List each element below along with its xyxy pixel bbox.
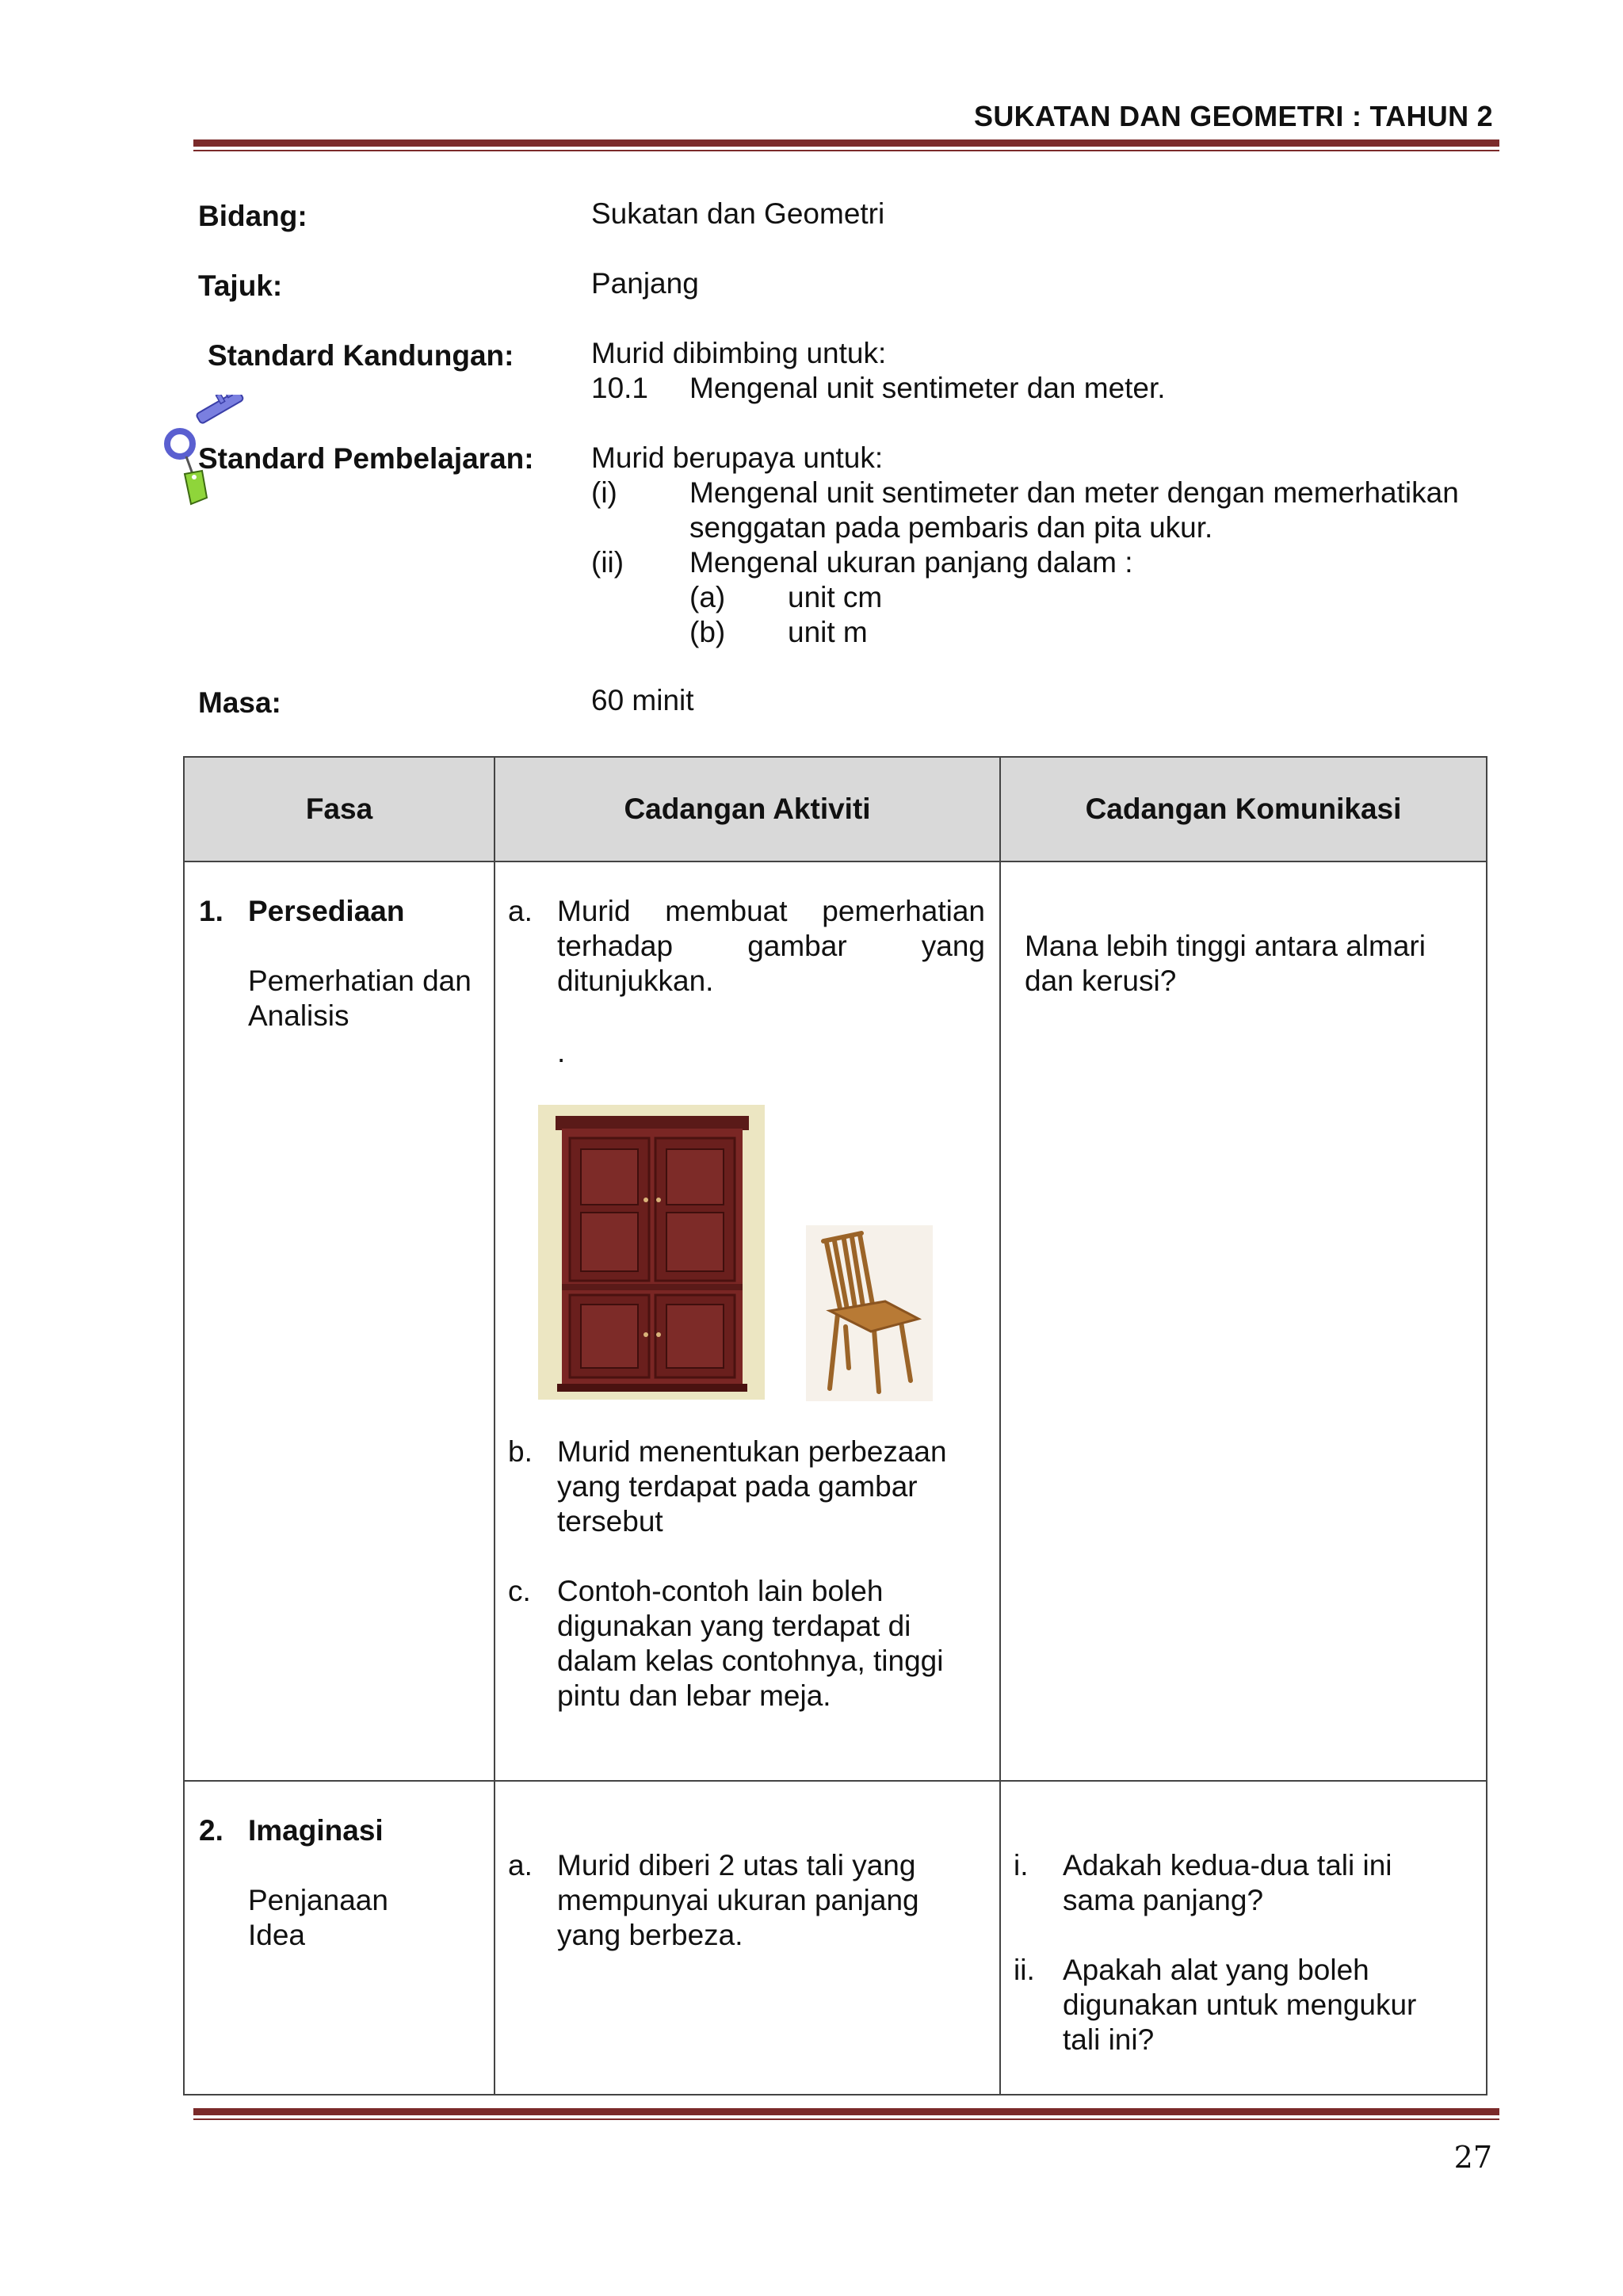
- header-fasa: Fasa: [184, 757, 495, 861]
- fasa-number: 1.: [199, 895, 223, 927]
- wardrobe-image: [538, 1105, 765, 1400]
- footer-rule: [193, 2108, 1499, 2115]
- sp-item-1-line2: senggatan pada pembaris dan pita ukur.: [689, 511, 1213, 544]
- activity-text: Murid menentukan perbezaan yang terdapat pada gambar tersebut: [557, 1435, 947, 1538]
- page-number: 27: [1453, 2140, 1492, 2175]
- tajuk-label: Tajuk:: [198, 269, 283, 302]
- activity-dot: .: [557, 1036, 566, 1068]
- standard-kandungan-label: Standard Kandungan:: [208, 339, 514, 372]
- header-aktiviti: Cadangan Aktiviti: [495, 757, 1000, 861]
- activity-mark: b.: [508, 1435, 533, 1468]
- activity-mark: a.: [508, 895, 533, 927]
- aktiviti-cell: [495, 861, 1000, 1781]
- sp-sub-b-mark: (b): [689, 616, 726, 648]
- communication-text: Adakah kedua-dua tali ini sama panjang?: [1063, 1849, 1392, 1916]
- fasa-title: Persediaan: [248, 895, 405, 927]
- masa-label: Masa:: [198, 686, 281, 719]
- bidang-value: Sukatan dan Geometri: [591, 197, 885, 230]
- tajuk-value: Panjang: [591, 267, 699, 300]
- fasa-title: Imaginasi: [248, 1814, 384, 1847]
- lesson-table: [183, 756, 1487, 2095]
- header-rule: [193, 139, 1499, 147]
- table-row: [184, 1781, 1487, 2095]
- activity-text: Murid diberi 2 utas tali yang mempunyai ukuran panjang yang berbeza.: [557, 1849, 919, 1951]
- fasa-subtitle: Pemerhatian dan Analisis: [248, 965, 472, 1032]
- communication-text: Apakah alat yang boleh digunakan untuk mengukur tali ini?: [1063, 1954, 1417, 2056]
- fasa-cell: [184, 1781, 495, 2095]
- komunikasi-cell: [1000, 861, 1487, 1781]
- activity-mark: a.: [508, 1849, 533, 1881]
- fasa-subtitle: Idea: [248, 1919, 306, 1951]
- communication-mark: i.: [1014, 1849, 1029, 1881]
- sp-sub-a-mark: (a): [689, 581, 726, 613]
- page-header-title: SUKATAN DAN GEOMETRI : TAHUN 2: [974, 100, 1493, 132]
- komunikasi-cell: [1000, 1781, 1487, 2095]
- chair-image: [806, 1225, 933, 1401]
- sp-item-1-line1: Mengenal unit sentimeter dan meter dengan memerhatikan: [689, 476, 1459, 509]
- sp-item-2-line1: Mengenal ukuran panjang dalam :: [689, 546, 1133, 579]
- fasa-subtitle: Penjanaan: [248, 1884, 388, 1916]
- footer-rule-thin: [193, 2118, 1499, 2120]
- activity-text: Murid membuat pemerhatian terhadap gambar yang ditunjukkan.: [557, 895, 985, 997]
- standard-kandungan-intro: Murid dibimbing untuk:: [591, 337, 887, 369]
- aktiviti-cell: [495, 1781, 1000, 2095]
- header-rule-thin: [193, 150, 1499, 151]
- communication-text: Mana lebih tinggi antara almari dan kerusi?: [1025, 930, 1426, 997]
- header-komunikasi: Cadangan Komunikasi: [1000, 757, 1487, 861]
- sp-item-1-mark: (i): [591, 476, 617, 509]
- bidang-label: Bidang:: [198, 200, 307, 232]
- sp-item-2-mark: (ii): [591, 546, 624, 579]
- masa-value: 60 minit: [591, 684, 694, 716]
- fasa-number: 2.: [199, 1814, 223, 1847]
- sp-sub-a-text: unit cm: [788, 581, 883, 613]
- sp-sub-b-text: unit m: [788, 616, 868, 648]
- communication-mark: ii.: [1014, 1954, 1035, 1986]
- activity-mark: c.: [508, 1575, 531, 1607]
- standard-kandungan-number: 10.1: [591, 372, 649, 404]
- fasa-cell: [184, 861, 495, 1781]
- standard-kandungan-text: Mengenal unit sentimeter dan meter.: [689, 372, 1166, 404]
- table-row: [184, 861, 1487, 1781]
- standard-pembelajaran-label: Standard Pembelajaran:: [198, 442, 534, 475]
- activity-text: Contoh-contoh lain boleh digunakan yang terdapat di dalam kelas contohnya, tinggi pintu dan lebar meja.: [557, 1575, 944, 1712]
- table-header-row: [184, 757, 1487, 861]
- standard-pembelajaran-intro: Murid berupaya untuk:: [591, 441, 884, 474]
